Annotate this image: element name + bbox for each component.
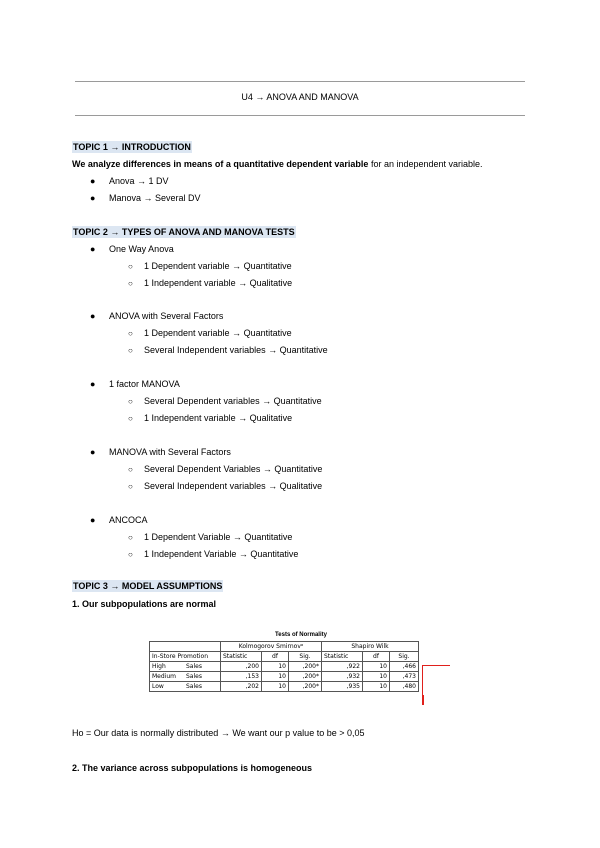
topic1-intro-bold: We analyze differences in means of a quantitative dependent variable: [72, 159, 369, 169]
topic1-heading: TOPIC 1 → INTRODUCTION: [73, 142, 191, 152]
table-col-header: Sig.: [289, 652, 322, 662]
sig-highlight-box: [422, 665, 450, 696]
table-col-header: Sig.: [390, 652, 419, 662]
sub-list-item: ○ Several Independent variables → Qualitative: [128, 481, 323, 491]
sub-list-item: ○ 1 Dependent variable → Quantitative: [128, 328, 292, 338]
table-col-header: df: [262, 652, 289, 662]
sub-list-item: ○ 1 Independent variable → Qualitative: [128, 278, 293, 288]
hypothesis-text: Ho = Our data is normally distributed → We want our p value to be > 0,05: [72, 728, 365, 738]
topic1-intro: [72, 158, 483, 170]
table-group-header: Kolmogorov Smirnovᵃ: [221, 642, 322, 652]
normality-table: [149, 641, 419, 692]
list-item: ● Anova → 1 DV: [90, 176, 169, 186]
sub-list-item: ○ Several Independent variables → Quantitative: [128, 345, 328, 355]
page-title: U4 → ANOVA AND MANOVA: [241, 92, 359, 102]
topic2-heading: TOPIC 2 → TYPES OF ANOVA AND MANOVA TESTS: [73, 227, 295, 237]
list-item: ● ANOVA with Several Factors: [90, 311, 224, 321]
table-title: Tests of Normality: [275, 632, 327, 638]
table-group-header: Shapiro Wilk: [322, 642, 419, 652]
list-item: ● Manova → Several DV: [90, 193, 201, 203]
table-col-header: Statistic: [221, 652, 262, 662]
sub-list-item: ○ 1 Dependent Variable → Quantitative: [128, 532, 293, 542]
sub-list-item: ○ 1 Dependent variable → Quantitative: [128, 261, 292, 271]
table-row: Low Sales ,202 10 ,200* ,935 10 ,480: [150, 682, 419, 692]
table-row: High Sales ,200 10 ,200* ,922 10 ,466: [150, 662, 419, 672]
sig-highlight-line: [422, 695, 424, 705]
list-item: ● MANOVA with Several Factors: [90, 447, 231, 457]
table-col-header: Statistic: [322, 652, 363, 662]
list-item: ● ANCOCA: [90, 515, 148, 525]
subheading-normality: 1. Our subpopulations are normal: [72, 599, 217, 609]
sub-list-item: ○ Several Dependent Variables → Quantitative: [128, 464, 323, 474]
table-row: Medium Sales ,153 10 ,200* ,932 10 ,473: [150, 672, 419, 682]
list-item: ● 1 factor MANOVA: [90, 379, 180, 389]
list-item: ● One Way Anova: [90, 244, 174, 254]
sub-list-item: ○ Several Dependent variables → Quantitative: [128, 396, 322, 406]
header-rule-bottom: [75, 115, 525, 116]
topic1-intro-rest: for an independent variable.: [368, 159, 483, 169]
sub-list-item: ○ 1 Independent variable → Qualitative: [128, 413, 293, 423]
table-col-header: df: [363, 652, 390, 662]
topic3-heading: TOPIC 3 → MODEL ASSUMPTIONS: [73, 581, 223, 591]
sub-list-item: ○ 1 Independent Variable → Quantitative: [128, 549, 299, 559]
subheading-variance: 2. The variance across subpopulations is homogeneous: [72, 763, 313, 773]
table-row-header: In-Store Promotion: [150, 652, 221, 662]
header-rule-top: [75, 81, 525, 82]
